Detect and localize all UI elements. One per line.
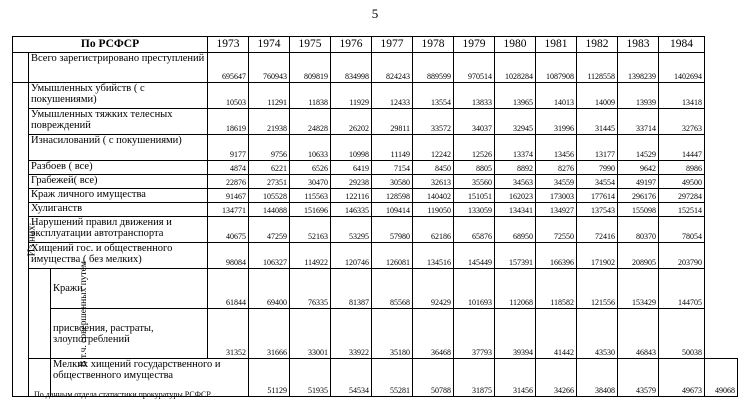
value-cell: 8450	[413, 161, 454, 175]
value-cell: 9177	[208, 135, 249, 161]
value-cell: 33922	[331, 309, 372, 359]
value-cell: 120746	[331, 243, 372, 269]
value-cell: 12242	[413, 135, 454, 161]
row-label: Нарушений правил движения и эксплуатации автотранспорта	[29, 217, 208, 243]
value-cell: 889599	[413, 53, 454, 83]
year-header: 1979	[454, 37, 495, 53]
table-row	[13, 83, 738, 109]
value-cell: 31456	[495, 359, 536, 397]
value-cell: 11929	[331, 83, 372, 109]
value-cell: 49673	[659, 359, 705, 397]
value-cell: 33001	[290, 309, 331, 359]
row-label: Умышленных убийств ( с покушениями)	[29, 83, 208, 109]
value-cell: 40675	[208, 217, 249, 243]
value-cell: 49068	[705, 359, 738, 397]
value-cell: 29238	[331, 175, 372, 189]
value-cell: 41442	[536, 309, 577, 359]
value-cell: 144088	[249, 203, 290, 217]
table-row	[13, 53, 738, 83]
row-label: Краж личного имущества	[29, 189, 208, 203]
value-cell: 177614	[577, 189, 618, 203]
value-cell: 34266	[536, 359, 577, 397]
value-cell: 32763	[659, 109, 705, 135]
value-cell: 32945	[495, 109, 536, 135]
value-cell: 8805	[454, 161, 495, 175]
value-cell: 9756	[249, 135, 290, 161]
value-cell: 13965	[495, 83, 536, 109]
value-cell: 134771	[208, 203, 249, 217]
blank-cell	[13, 53, 29, 83]
value-cell: 32613	[413, 175, 454, 189]
value-cell: 118582	[536, 269, 577, 309]
value-cell: 50788	[413, 359, 454, 397]
value-cell: 112068	[495, 269, 536, 309]
row-label: Умышленных тяжких телесных повреждений	[29, 109, 208, 135]
value-cell: 43579	[618, 359, 659, 397]
year-header: 1978	[413, 37, 454, 53]
year-header: 1974	[249, 37, 290, 53]
table-row	[13, 243, 738, 269]
value-cell: 68950	[495, 217, 536, 243]
value-cell: 155098	[618, 203, 659, 217]
value-cell: 101693	[454, 269, 495, 309]
table-row	[13, 309, 738, 359]
value-cell: 6419	[331, 161, 372, 175]
value-cell: 24828	[290, 109, 331, 135]
row-label: Мелких хищений государственного и общественного имущества	[51, 359, 249, 397]
value-cell: 72550	[536, 217, 577, 243]
value-cell: 65876	[454, 217, 495, 243]
value-cell: 8892	[495, 161, 536, 175]
value-cell: 39394	[495, 309, 536, 359]
value-cell: 72416	[577, 217, 618, 243]
value-cell: 11291	[249, 83, 290, 109]
year-header: 1977	[372, 37, 413, 53]
value-cell: 140402	[413, 189, 454, 203]
value-cell: 78054	[659, 217, 705, 243]
value-cell: 91467	[208, 189, 249, 203]
value-cell: 31996	[536, 109, 577, 135]
value-cell: 7990	[577, 161, 618, 175]
value-cell: 35180	[372, 309, 413, 359]
value-cell: 18619	[208, 109, 249, 135]
value-cell: 61844	[208, 269, 249, 309]
table-row	[13, 217, 738, 243]
value-cell: 6526	[290, 161, 331, 175]
value-cell: 115563	[290, 189, 331, 203]
value-cell: 98084	[208, 243, 249, 269]
value-cell: 29811	[372, 109, 413, 135]
value-cell: 1028284	[495, 53, 536, 83]
side-label	[13, 83, 38, 397]
value-cell: 128598	[372, 189, 413, 203]
value-cell: 30580	[372, 175, 413, 189]
year-header: 1973	[208, 37, 249, 53]
value-cell: 145449	[454, 243, 495, 269]
value-cell: 49197	[618, 175, 659, 189]
row-label: Разбоев ( все)	[29, 161, 208, 175]
value-cell: 137543	[577, 203, 618, 217]
row-label: Изнасилований ( с покушениями)	[29, 135, 208, 161]
table-row	[13, 109, 738, 135]
value-cell: 13939	[618, 83, 659, 109]
value-cell: 8276	[536, 161, 577, 175]
value-cell: 76335	[290, 269, 331, 309]
table-row	[13, 135, 738, 161]
value-cell: 144705	[659, 269, 705, 309]
value-cell: 1402694	[659, 53, 705, 83]
value-cell: 14447	[659, 135, 705, 161]
value-cell: 13177	[577, 135, 618, 161]
table-row	[13, 189, 738, 203]
value-cell: 10503	[208, 83, 249, 109]
value-cell: 13374	[495, 135, 536, 161]
value-cell: 146335	[331, 203, 372, 217]
value-cell: 13418	[659, 83, 705, 109]
value-cell: 35560	[454, 175, 495, 189]
value-cell: 55281	[372, 359, 413, 397]
value-cell: 133059	[454, 203, 495, 217]
value-cell: 296176	[618, 189, 659, 203]
crime-statistics-table	[12, 36, 738, 397]
value-cell: 106327	[249, 243, 290, 269]
value-cell: 14009	[577, 83, 618, 109]
value-cell: 1128558	[577, 53, 618, 83]
value-cell: 43530	[577, 309, 618, 359]
value-cell: 162023	[495, 189, 536, 203]
value-cell: 11838	[290, 83, 331, 109]
value-cell: 134341	[495, 203, 536, 217]
value-cell: 695647	[208, 53, 249, 83]
value-cell: 126081	[372, 243, 413, 269]
value-cell: 31875	[454, 359, 495, 397]
value-cell: 134516	[413, 243, 454, 269]
value-cell: 14529	[618, 135, 659, 161]
value-cell: 203790	[659, 243, 705, 269]
value-cell: 62186	[413, 217, 454, 243]
footnote: По данным отдела статистики прокуратуры РСФСР	[34, 390, 211, 399]
value-cell: 1398239	[618, 53, 659, 83]
value-cell: 47259	[249, 217, 290, 243]
value-cell: 122116	[331, 189, 372, 203]
value-cell: 51935	[290, 359, 331, 397]
value-cell: 834998	[331, 53, 372, 83]
value-cell: 53295	[331, 217, 372, 243]
year-header: 1980	[495, 37, 536, 53]
row-label: Всего зарегистрировано преступлений	[29, 53, 208, 83]
value-cell: 81387	[331, 269, 372, 309]
year-header: 1976	[331, 37, 372, 53]
value-cell: 37793	[454, 309, 495, 359]
value-cell: 166396	[536, 243, 577, 269]
value-cell: 171902	[577, 243, 618, 269]
value-cell: 4874	[208, 161, 249, 175]
subgroup-label-text: В т.ч. совершенных путем	[78, 261, 89, 367]
value-cell: 173003	[536, 189, 577, 203]
value-cell: 114922	[290, 243, 331, 269]
value-cell: 152514	[659, 203, 705, 217]
value-cell: 151696	[290, 203, 331, 217]
value-cell: 12433	[372, 83, 413, 109]
table-row	[13, 161, 738, 175]
value-cell: 208905	[618, 243, 659, 269]
value-cell: 157391	[495, 243, 536, 269]
value-cell: 36468	[413, 309, 454, 359]
row-label: Хулиганств	[29, 203, 208, 217]
value-cell: 31352	[208, 309, 249, 359]
value-cell: 13554	[413, 83, 454, 109]
value-cell: 69400	[249, 269, 290, 309]
value-cell: 30470	[290, 175, 331, 189]
header-row	[13, 37, 738, 53]
value-cell: 809819	[290, 53, 331, 83]
value-cell: 119050	[413, 203, 454, 217]
value-cell: 12526	[454, 135, 495, 161]
value-cell: 824243	[372, 53, 413, 83]
table-row	[13, 175, 738, 189]
value-cell: 121556	[577, 269, 618, 309]
row-label: присвоения, растраты, злоупотреблений	[51, 309, 208, 359]
value-cell: 31666	[249, 309, 290, 359]
value-cell: 11149	[372, 135, 413, 161]
value-cell: 10633	[290, 135, 331, 161]
value-cell: 49500	[659, 175, 705, 189]
value-cell: 153429	[618, 269, 659, 309]
value-cell: 34559	[536, 175, 577, 189]
value-cell: 33714	[618, 109, 659, 135]
value-cell: 760943	[249, 53, 290, 83]
value-cell: 21938	[249, 109, 290, 135]
value-cell: 10998	[331, 135, 372, 161]
value-cell: 9642	[618, 161, 659, 175]
year-header: 1983	[618, 37, 659, 53]
value-cell: 85568	[372, 269, 413, 309]
value-cell: 1087908	[536, 53, 577, 83]
value-cell: 38408	[577, 359, 618, 397]
value-cell: 151051	[454, 189, 495, 203]
value-cell: 33572	[413, 109, 454, 135]
header-region-label: По РСФСР	[13, 37, 208, 53]
value-cell: 13833	[454, 83, 495, 109]
value-cell: 22876	[208, 175, 249, 189]
row-label: Кражи	[51, 269, 208, 309]
value-cell: 92429	[413, 269, 454, 309]
value-cell: 57980	[372, 217, 413, 243]
value-cell: 51129	[249, 359, 290, 397]
row-label: Хищений гос. и общественного имущества ( без мелких)	[29, 243, 208, 269]
value-cell: 54534	[331, 359, 372, 397]
value-cell: 134927	[536, 203, 577, 217]
page-number: 5	[371, 6, 379, 21]
value-cell: 80370	[618, 217, 659, 243]
table-row	[13, 203, 738, 217]
value-cell: 297284	[659, 189, 705, 203]
value-cell: 109414	[372, 203, 413, 217]
value-cell: 31445	[577, 109, 618, 135]
value-cell: 34563	[495, 175, 536, 189]
value-cell: 26202	[331, 109, 372, 135]
value-cell: 105528	[249, 189, 290, 203]
value-cell: 34037	[454, 109, 495, 135]
value-cell: 52163	[290, 217, 331, 243]
value-cell: 34554	[577, 175, 618, 189]
value-cell: 27351	[249, 175, 290, 189]
year-header: 1982	[577, 37, 618, 53]
value-cell: 970514	[454, 53, 495, 83]
value-cell: 46843	[618, 309, 659, 359]
year-header: 1984	[659, 37, 705, 53]
value-cell: 8986	[659, 161, 705, 175]
year-header: 1975	[290, 37, 331, 53]
year-header: 1981	[536, 37, 577, 53]
table-row	[13, 269, 738, 309]
value-cell: 7154	[372, 161, 413, 175]
value-cell: 13456	[536, 135, 577, 161]
value-cell: 50038	[659, 309, 705, 359]
side-label-text: Из них:	[26, 222, 38, 257]
value-cell: 6221	[249, 161, 290, 175]
row-label: Грабежей( все)	[29, 175, 208, 189]
value-cell: 14013	[536, 83, 577, 109]
